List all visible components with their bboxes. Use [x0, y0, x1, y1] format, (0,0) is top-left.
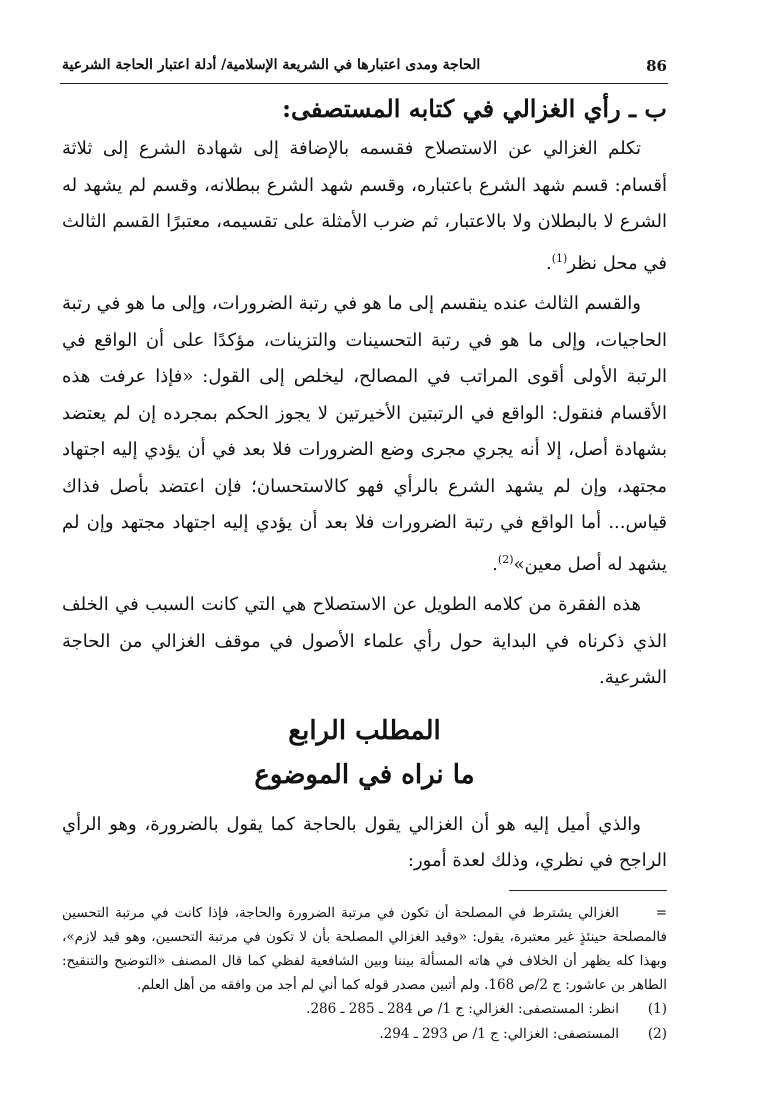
continuation-marker: = [655, 904, 667, 921]
paragraph-end: . [492, 553, 498, 575]
footnote-continuation [62, 901, 667, 997]
footnote-text: المستصفى: الغزالي: ج 1/ ص 293 ـ 294. [379, 1025, 619, 1042]
footnote-ref-2: (2) [497, 552, 514, 566]
paragraph-text: تكلم الغزالي عن الاستصلاح فقسمه بالإضافة إلى شهادة الشرع إلى ثلاثة أقسام: قسم شهد الشرع باعتباره، وقسم شهد الشرع ببطلانه، وقسم لم يشهد له الشرع لا بالبطلان ولا بالاعتبار، ثم ضرب الأمثلة على تقسيمه، معتبرًا القسم الثالث في محل نظر [62, 138, 667, 274]
paragraph-3 [62, 587, 667, 697]
matlab-subtitle: ما نراه في الموضوع [254, 759, 475, 790]
paragraph-end: . [546, 252, 552, 274]
header-rule [60, 83, 668, 84]
footnote-2 [62, 1022, 667, 1047]
running-title: الحاجة ومدى اعتبارها في الشريعة الإسلامية/ أدلة اعتبار الحاجة الشرعية [62, 57, 481, 73]
footnote-number: (1) [647, 1000, 667, 1017]
footnote-1 [62, 997, 667, 1022]
paragraph-4: والذي أميل إليه هو أن الغزالي يقول بالحاجة كما يقول بالضرورة، وهو الرأي الراجح في نظري، وذلك لعدة أمور: [62, 813, 667, 871]
paragraph-text: هذه الفقرة من كلامه الطويل عن الاستصلاح هي التي كانت السبب في الخلف الذي ذكرناه في البداية حول رأي علماء الأصول في موقف الغزالي من الحاجة الشرعية. [62, 594, 667, 688]
footnote-rule [509, 890, 667, 891]
footnote-number: (2) [647, 1025, 667, 1042]
running-header [62, 55, 667, 81]
paragraph-1 [62, 131, 667, 282]
footnote-ref-1: (1) [551, 251, 568, 265]
matlab-title: المطلب الرابع [288, 715, 441, 746]
footnote-text: انظر: المستصفى: الغزالي: ج 1/ ص 284 ـ 285 ـ 286. [306, 1000, 619, 1017]
section-heading: ب ـ رأي الغزالي في كتابه المستصفى: [282, 94, 667, 123]
page-number: 86 [646, 57, 667, 75]
footnote-continuation-text: الغزالي يشترط في المصلحة أن تكون في مرتبة الضرورة والحاجة، فإذا كانت في مرتبة التحسين فالمصلحة حينئذٍ غير معتبرة، يقول: «وقيد الغزالي المصلحة بأن لا تكون في مرتبة التحسين، وهو قيد لازم»، وبهذا كله يظهر أن الخلاف في هاته المسألة بيننا وبين الشافعية لفظي كما قال المصنف «التوضيح والتنقيح: الطاهر بن عاشور: ج 2/ص 168. ولم أتبين مصدر قوله كما أني لم أجد من وافقه من أهل العلم. [62, 904, 667, 993]
paragraph-text: والقسم الثالث عنده ينقسم إلى ما هو في رتبة الضرورات، وإلى ما هو في رتبة الحاجيات، وإلى ما هو في رتبة التحسينات والتزينات، مؤكدًا على أن الواقع في الرتبة الأولى أقوى المراتب في المصالح، ليخلص إلى القول: «فإذا عرفت هذه الأقسام فنقول: الواقع في الرتبتين الأخيرتين لا يجوز الحكم بمجرده إن لم يعتضد بشهادة أصل، إلا أنه يجري مجرى وضع الضرورات فلا بعد في أن يؤدي إليه اجتهاد مجتهد، وإن لم يشهد الشرع بالرأي فهو كالاستحسان؛ فإن اعتضد بأصل فذاك قياس... أما الواقع في رتبة الضرورات فلا بعد أن يؤدي إليه اجتهاد مجتهد وإن لم يشهد له أصل معين» [62, 293, 667, 575]
paragraph-2 [62, 286, 667, 583]
page-body [62, 88, 667, 1047]
